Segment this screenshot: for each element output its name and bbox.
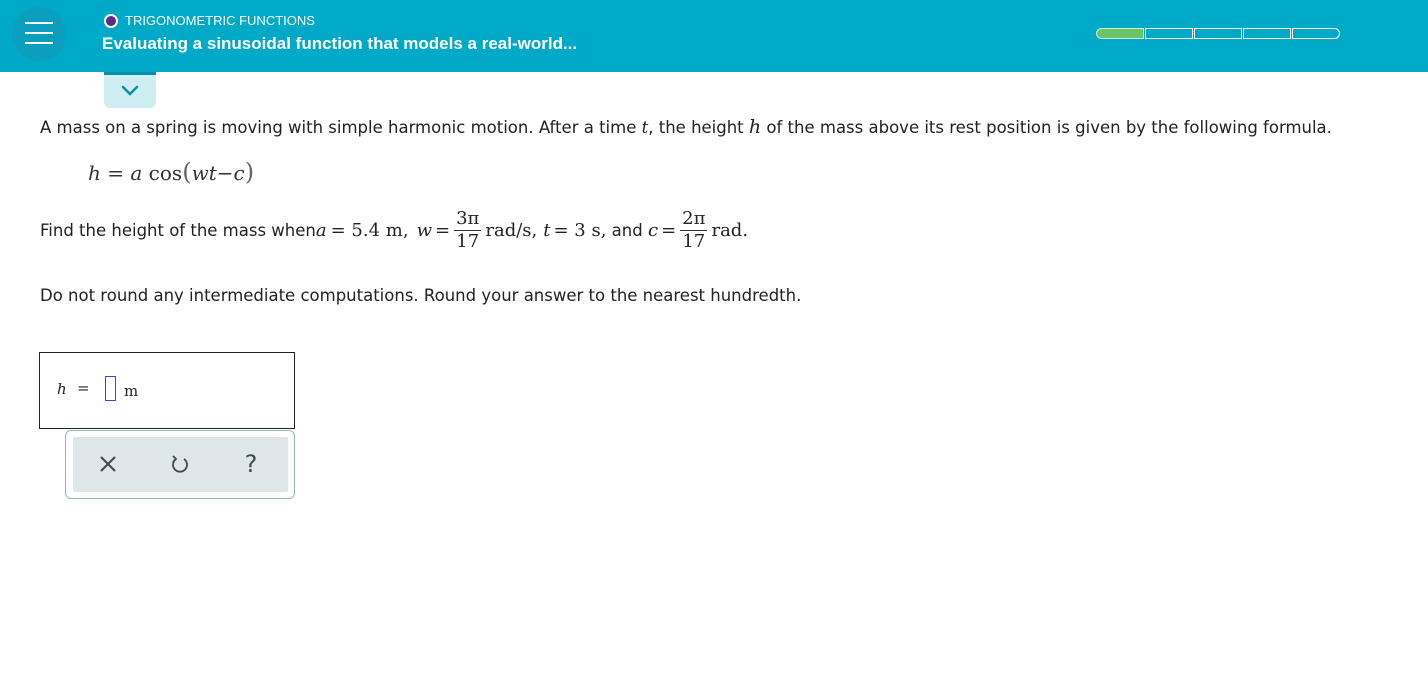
fraction-w-denominator: 17 bbox=[456, 231, 480, 252]
answer-input[interactable] bbox=[105, 376, 116, 401]
progress-segment bbox=[1145, 28, 1193, 39]
find-c-eq: = bbox=[661, 220, 677, 241]
find-t-var: t bbox=[543, 220, 551, 241]
find-t-value: = 3 s, bbox=[553, 220, 607, 241]
topic-circle-icon bbox=[104, 14, 118, 28]
find-w-eq: = bbox=[434, 220, 451, 241]
fraction-w-numerator: 3π bbox=[456, 208, 480, 229]
progress-segment bbox=[1243, 28, 1291, 39]
find-text: Find the height of the mass when bbox=[40, 221, 316, 240]
menu-button[interactable] bbox=[12, 7, 66, 61]
progress-segment bbox=[1194, 28, 1242, 39]
progress-segment-done bbox=[1096, 28, 1144, 39]
fraction-c-denominator: 17 bbox=[682, 231, 706, 252]
var-t: t bbox=[641, 118, 649, 137]
undo-icon bbox=[170, 454, 190, 474]
find-a-value: = 5.4 m, bbox=[330, 220, 409, 241]
answer-label: h bbox=[57, 380, 67, 398]
page-title: Evaluating a sinusoidal function that models a real-world... bbox=[102, 34, 578, 53]
fraction-c bbox=[680, 208, 707, 253]
formula-close-paren: ) bbox=[244, 158, 255, 186]
undo-button[interactable] bbox=[167, 451, 193, 477]
formula-a: a bbox=[130, 161, 143, 185]
menu-icon bbox=[25, 22, 53, 24]
close-icon bbox=[99, 455, 117, 473]
find-c-unit: rad. bbox=[711, 220, 749, 241]
topic-label bbox=[104, 13, 315, 28]
var-h: h bbox=[748, 116, 762, 138]
formula-h: h bbox=[88, 161, 101, 185]
expand-toggle-button[interactable] bbox=[104, 72, 156, 108]
answer-equals: = bbox=[77, 379, 90, 397]
header-bar bbox=[0, 0, 1428, 72]
help-icon: ? bbox=[244, 450, 258, 478]
problem-intro bbox=[40, 116, 1332, 138]
find-and: and bbox=[606, 221, 648, 240]
formula-c: c bbox=[233, 161, 245, 185]
chevron-down-icon bbox=[120, 84, 140, 98]
formula-w: w bbox=[191, 161, 209, 185]
formula bbox=[88, 158, 254, 186]
formula-eq: = bbox=[107, 161, 125, 185]
formula-minus: − bbox=[216, 161, 234, 185]
fraction-c-numerator: 2π bbox=[682, 208, 706, 229]
formula-cos: cos bbox=[148, 161, 183, 185]
find-statement bbox=[40, 208, 748, 253]
help-button[interactable] bbox=[238, 451, 264, 477]
find-w-unit: rad/s, bbox=[485, 220, 538, 241]
answer-unit: m bbox=[124, 382, 139, 400]
progress-bar bbox=[1096, 28, 1341, 39]
find-w-var: w bbox=[416, 220, 432, 241]
instruction-text: Do not round any intermediate computations. Round your answer to the nearest hundredth. bbox=[40, 286, 802, 305]
formula-t: t bbox=[208, 161, 217, 185]
progress-segment bbox=[1292, 28, 1340, 39]
formula-open-paren: ( bbox=[182, 158, 192, 186]
clear-button[interactable] bbox=[95, 451, 121, 477]
menu-icon bbox=[25, 42, 53, 44]
find-c-var: c bbox=[647, 220, 659, 241]
menu-icon bbox=[25, 32, 53, 34]
intro-text-3: of the mass above its rest position is given by the following formula. bbox=[761, 118, 1332, 137]
answer-box bbox=[39, 352, 295, 429]
intro-text-2: , the height bbox=[648, 118, 749, 137]
answer-tools-panel bbox=[65, 430, 295, 499]
topic-text: TRIGONOMETRIC FUNCTIONS bbox=[125, 13, 315, 28]
find-a-var: a bbox=[315, 220, 327, 241]
intro-text-1: A mass on a spring is moving with simple harmonic motion. After a time bbox=[40, 118, 642, 137]
answer-tools-bar bbox=[73, 437, 288, 492]
fraction-w bbox=[454, 208, 481, 253]
